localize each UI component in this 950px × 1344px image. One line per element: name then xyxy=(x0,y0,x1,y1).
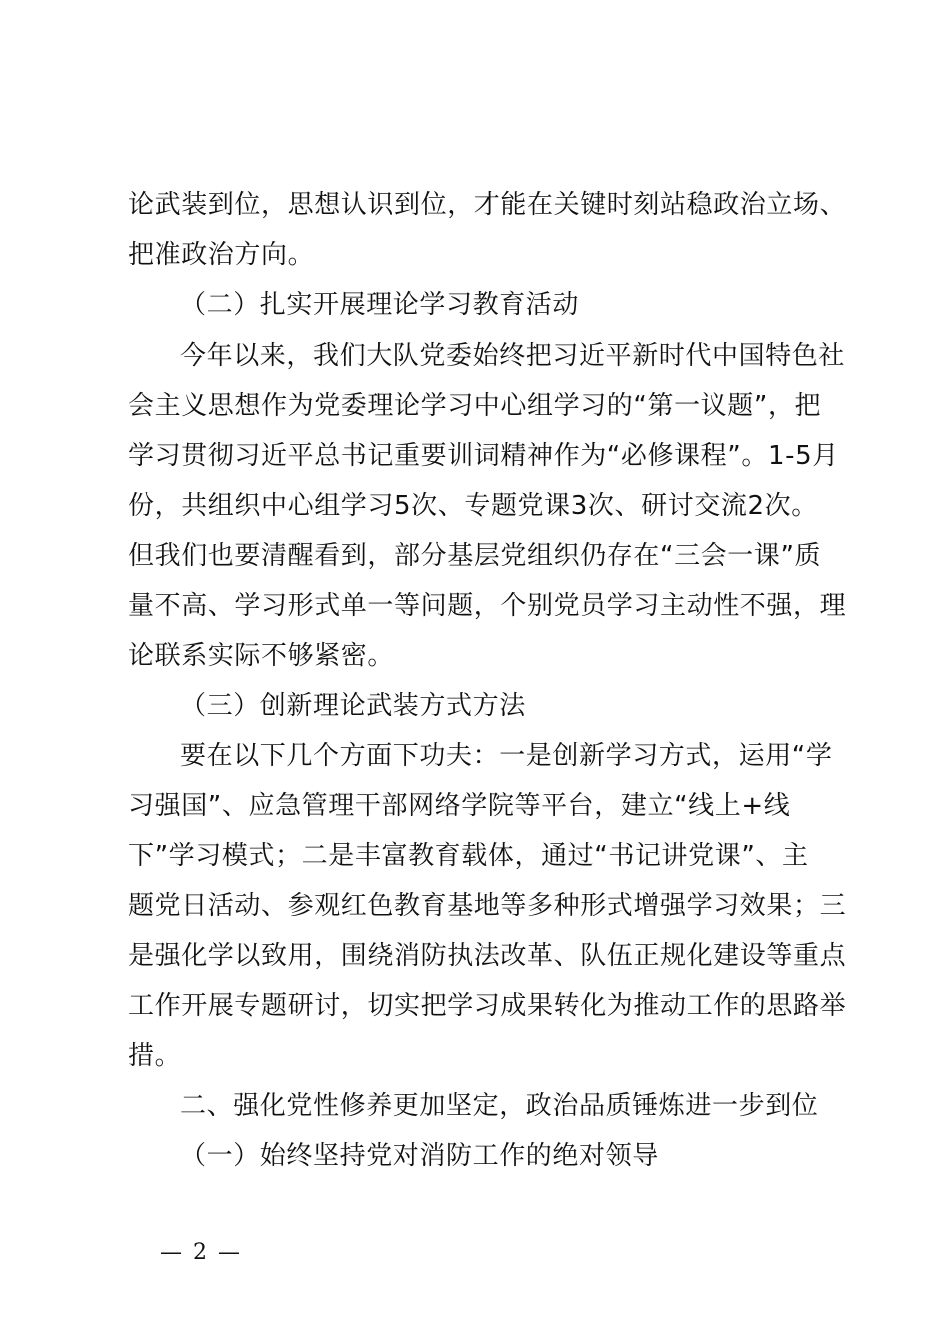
body-text-line: 措。 xyxy=(128,1041,182,1071)
body-text-line: 题党日活动、参观红色教育基地等多种形式增强学习效果；三 xyxy=(128,891,847,921)
body-text-line: 工作开展专题研讨，切实把学习成果转化为推动工作的思路举 xyxy=(128,991,847,1021)
body-text-line: 量不高、学习形式单一等问题，个别党员学习主动性不强，理 xyxy=(128,591,847,621)
page-number: — 2 — xyxy=(160,1240,242,1265)
body-text-line: 习强国”、应急管理干部网络学院等平台，建立“线上+线 xyxy=(128,791,791,821)
body-text-line: 但我们也要清醒看到，部分基层党组织仍存在“三会一课”质 xyxy=(128,541,822,571)
body-text-line: 学习贯彻习近平总书记重要训词精神作为“必修课程”。1-5月 xyxy=(128,441,839,471)
chapter-heading: 二、强化党性修养更加坚定，政治品质锤炼进一步到位 xyxy=(180,1091,819,1121)
paragraph-first-line: 今年以来，我们大队党委始终把习近平新时代中国特色社 xyxy=(180,341,846,371)
body-text-line: 会主义思想作为党委理论学习中心组学习的“第一议题”，把 xyxy=(128,391,822,421)
body-text-line: 论联系实际不够紧密。 xyxy=(128,641,395,671)
section-heading: （三）创新理论武装方式方法 xyxy=(180,691,526,721)
body-text-line: 论武装到位，思想认识到位，才能在关键时刻站稳政治立场、 xyxy=(128,190,847,220)
section-heading: （一）始终坚持党对消防工作的绝对领导 xyxy=(180,1141,659,1171)
section-heading: （二）扎实开展理论学习教育活动 xyxy=(180,290,580,320)
body-text-line: 份，共组织中心组学习5次、专题党课3次、研讨交流2次。 xyxy=(128,491,818,521)
body-text-line: 把准政治方向。 xyxy=(128,240,315,270)
paragraph-first-line: 要在以下几个方面下功夫：一是创新学习方式，运用“学 xyxy=(180,741,833,771)
body-text-line: 下”学习模式；二是丰富教育载体，通过“书记讲党课”、主 xyxy=(128,841,809,871)
body-text-line: 是强化学以致用，围绕消防执法改革、队伍正规化建设等重点 xyxy=(128,941,847,971)
